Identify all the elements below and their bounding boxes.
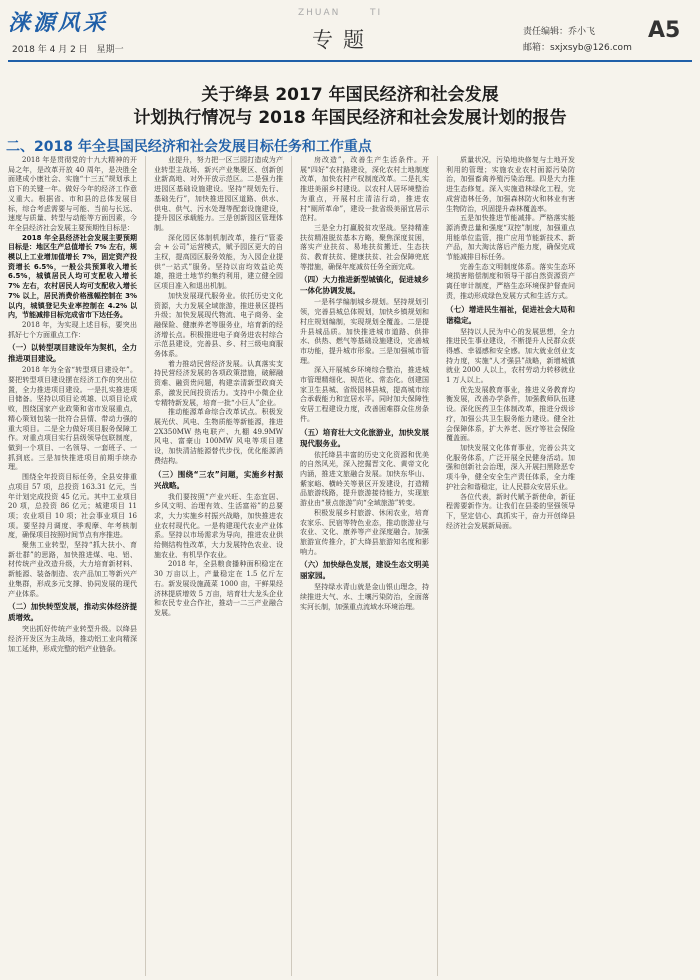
responsible-editor: 责任编辑：乔小飞 [523,27,596,37]
body-paragraph: 2018 年，全县粮食播种面积稳定在 30 万亩以上，产量稳定在 1.5 亿斤左右。新发展设施蔬菜 1000 亩，干鲜果经济林提质增效 5 万亩，培育壮大龙头企业和农民专业合作社，推动一二三产业融合发展。 [154,560,283,617]
section-heading: 二、2018 年全县国民经济和社会发展目标任务和工作重点 [6,139,372,155]
body-paragraph: 质量状况，污染地块修复与土地开发利用的管理；实施农业农村面源污染防治，加强畜禽养殖污染治理。四是大力推进生态修复。深入实施造林绿化工程，完成营造林任务，加强森林防火和林业有害生物防治，巩固提升森林覆盖率。 [446,156,575,213]
subsection-heading: （三）围绕“三农”问题，实施乡村振兴战略。 [154,469,283,490]
body-paragraph: 突出抓好传统产业转型升级。以绛县经济开发区为主战场，推动铝工业向精深加工延伸，形成完整的铝产业链条。 [8,625,137,653]
column-divider [291,156,292,976]
body-paragraph: 房改造”，改善生产生活条件。开展“四好”农村路建设，深化农村土地制度改革，加快农村产权制度改革。二是扎实推进美丽乡村建设。以农村人居环境整治为重点，开展村庄清洁行动，推进农村“厕所革命”，建设一批省级美丽宜居示范村。 [300,156,429,223]
body-paragraph: 我们要按照“产业兴旺、生态宜居、乡风文明、治理有效、生活富裕”的总要求，大力实施乡村振兴战略，加快推进农业农村现代化。一是构建现代农业产业体系。坚持以市场需求为导向，推进农业供给侧结构性改革，大力发展特色农业、设施农业、有机旱作农业。 [154,492,283,559]
body-paragraph: 依托绛县丰富的历史文化资源和优美的自然风光，深入挖掘晋文化、黄帝文化内涵，推进文旅融合发展。加快东华山、紫家峪、横岭关等景区开发建设，打造精品旅游线路，提升旅游接待能力，实现旅游业由“景点旅游”向“全域旅游”转变。 [300,450,429,508]
body-paragraph: 积极发展乡村旅游、休闲农业，培育农家乐、民宿等特色业态，推动旅游业与农业、文化、康养等产业深度融合。加强旅游宣传推介，扩大绛县旅游知名度和影响力。 [300,508,429,556]
subsection-heading: （二）加快转型发展，推动实体经济提质增效。 [8,602,137,623]
text-column-3 [300,156,429,976]
body-paragraph: 聚焦工业转型，坚持“抓大扶小、育新壮群”的思路，加快推进煤、电、铝、材传统产业改造升级，大力培育新材料、新能源、装备制造、农产品加工等新兴产业集群，形成多元支撑、协同发展的现代产业体系。 [8,541,137,598]
body-paragraph: 2018 年，为实现上述目标，要突出抓好七个方面重点工作： [8,320,137,339]
subsection-heading: （四）大力推进新型城镇化，促进城乡一体化协调发展。 [300,275,429,296]
masthead-divider [8,60,692,62]
column-divider [145,156,146,976]
body-paragraph: 优先发展教育事业，推进义务教育均衡发展，改善办学条件，加强教师队伍建设。深化医药卫生体制改革，推进分级诊疗，加强公共卫生服务能力建设。健全社会保障体系，扩大养老、医疗等社会保险覆盖面。 [446,385,575,443]
text-column-2 [154,156,283,976]
body-paragraph: 围绕全年投资目标任务，全县安排重点项目 57 项，总投资 163.31 亿元，当年计划完成投资 45 亿元。其中工业项目 20 项，总投资 86 亿元；城建项目 11 项；农业项目 10 项；社会事业项目 16 项。要坚持月调度、季观摩、年考核制度，确保项目按照时间节点有序推进。 [8,473,137,540]
section-pinyin-zhuan: ZHUAN [298,8,341,18]
body-paragraph: 2018 年是贯彻党的十九大精神的开局之年，是改革开放 40 周年，是决胜全面建成小康社会、实施“十三五”规划承上启下的关键一年。做好今年的经济工作意义重大。根据省、市和县的总体发展目标，综合考虑需要与可能、当前与长远、速度与质量、转型与动能等方面因素，今年全县经济社会发展主要预期性目标是： [8,156,137,232]
body-paragraph: 推动能源革命综合改革试点。积极发展光伏、风电、生物质能等新能源，推进 2X350MW 热电联产、九棚 49.9MW 风电、富豪山 100MW 风电等项目建设，加快清洁能源替代步伐，优化能源消费结构。 [154,408,283,465]
body-paragraph: 一是科学编制城乡规划。坚持规划引领，完善县城总体规划，加快乡镇规划和村庄规划编制，实现规划全覆盖。二是提升县城品质。加快推进城市道路、供排水、供热、燃气等基础设施建设，完善城市功能，提升城市形象。三是加强城市管理。 [300,298,429,365]
body-paragraph: 三是全力打赢脱贫攻坚战。坚持精准扶贫精准脱贫基本方略，聚焦深度贫困，落实产业扶贫、易地扶贫搬迁、生态扶贫、教育扶贫、健康扶贫、社会保障兜底等措施，确保年度减贫任务全面完成。 [300,223,429,271]
body-paragraph: 2018 年为全省“转型项目建设年”。要把转型项目建设摆在经济工作的突出位置，全力推进项目建设。一是扎实推进项目储备。坚持以项目论英雄、以项目论成败，围绕国家产业政策和省市发展重点，精心策划包装一批符合县情、带动力强的重大项目。二是全力做好项目服务保障工作。对重点项目实行县级领导包联制度，做到一个项目、一名领导、一套班子、一抓到底。三是加快推进项目前期手续办理。 [8,366,137,472]
body-paragraph: 业提升，努力把一区三园打造成为产业转型主战场、新兴产业集聚区、创新创业新高地、对外开放示范区。二是强力推进园区基础设施建设。坚持“规划先行、基础先行”，加快推进园区道路、供水、供电、供气、污水处理等配套设施建设，提升园区承载能力。三是创新园区管理体制。 [154,156,283,232]
body-paragraph: 深入开展城乡环境综合整治，推进城市管理精细化、规范化、常态化。创建国家卫生县城、省级园林县城，提高城市综合承载能力和宜居水平。同时加大保障性安居工程建设力度，改善困难群众住房条件。 [300,366,429,423]
article-title-line-1: 关于绛县 2017 年国民经济和社会发展 [201,85,499,105]
issue-date: 2018 年 4 月 2 日 星期一 [12,45,124,55]
body-paragraph: 加快发展文化体育事业，完善公共文化服务体系，广泛开展全民健身活动。加强和创新社会治理，深入开展扫黑除恶专项斗争，健全安全生产责任体系，全力维护社会和谐稳定，让人民群众安居乐业。 [446,443,575,491]
subsection-heading: （一）以转型项目建设年为契机，全力推进项目建设。 [8,343,137,364]
section-title: 专题 [312,28,374,52]
page-number: A5 [648,18,681,43]
newspaper-logo: 涞源风采 [8,10,109,36]
masthead [0,0,700,62]
body-paragraph: 五是加快推进节能减排。严格落实能源消费总量和强度“双控”制度，加强重点用能单位监管，推广应用节能新技术、新产品，加大淘汰落后产能力度，确保完成节能减排目标任务。 [446,214,575,262]
body-paragraph: 着力推动民营经济发展。认真落实支持民营经济发展的各项政策措施，破解融资难、融资贵问题，构建亲清新型政商关系，激发民间投资活力。支持中小微企业专精特新发展，培育一批“小巨人”企业。 [154,359,283,407]
article-title-line-2: 计划执行情况与 2018 年国民经济和社会发展计划的报告 [133,108,567,128]
body-paragraph: 加快发展现代服务业。依托历史文化资源，大力发展全域旅游，推进景区提档升级；加快发展现代物流、电子商务、金融保险、健康养老等服务业，培育新的经济增长点。积极推进电子商务进农村综合示范县建设，完善县、乡、村三级电商服务体系。 [154,291,283,359]
article-columns [8,156,696,976]
subsection-heading: （七）增进民生福祉，促进社会大局和谐稳定。 [446,304,575,325]
column-divider [437,156,438,976]
body-paragraph: 各位代表，新时代赋予新使命，新征程需要新作为。让我们在县委的坚强领导下，坚定信心、真抓实干，奋力开创绛县经济社会发展新局面。 [446,492,575,530]
subsection-heading: （六）加快绿色发展，建设生态文明美丽家园。 [300,560,429,581]
editor-email: 邮箱：sxjxsyb@126.com [523,43,632,53]
body-paragraph: 2018 年全县经济社会发展主要预期目标是：地区生产总值增长 7% 左右，规模以上工业增加值增长 7%，固定资产投资增长 6.5%，一般公共预算收入增长 6.5%，城镇居民人均可支配收入增长 7% 左右，农村居民人均可支配收入增长 7% 以上，居民消费价格涨幅控制在 3% 以内，城镇登记失业率控制在 4.2% 以内，节能减排目标完成省市下达任务。 [8,233,137,320]
body-paragraph: 完善生态文明制度体系。落实生态环境损害赔偿制度和领导干部自然资源资产离任审计制度，严格生态环境保护督查问责，推动形成绿色发展方式和生活方式。 [446,262,575,300]
body-paragraph: 坚持绿水青山就是金山银山理念，持续推进大气、水、土壤污染防治，全面落实河长制，加强重点流域水环境治理。 [300,583,429,611]
text-column-4 [446,156,575,976]
section-pinyin-ti: TI [370,8,383,18]
body-paragraph: 坚持以人民为中心的发展思想，全力推进民生事业建设，不断提升人民群众获得感、幸福感和安全感。加大就业创业支持力度，实施“人才强县”战略，新增城镇就业 2000 人以上，农村劳动力转移就业 1 万人以上。 [446,327,575,385]
subsection-heading: （五）培育壮大文化旅游业，加快发展现代服务业。 [300,427,429,448]
text-column-1 [8,156,137,976]
body-paragraph: 深化园区体制机制改革，推行“管委会 + 公司”运营模式，赋予园区更大的自主权，提高园区服务效能，为入园企业提供“一站式”服务。坚持以亩均效益论英雄，推进土地节约集约利用，建立健全园区项目准入和退出机制。 [154,233,283,291]
